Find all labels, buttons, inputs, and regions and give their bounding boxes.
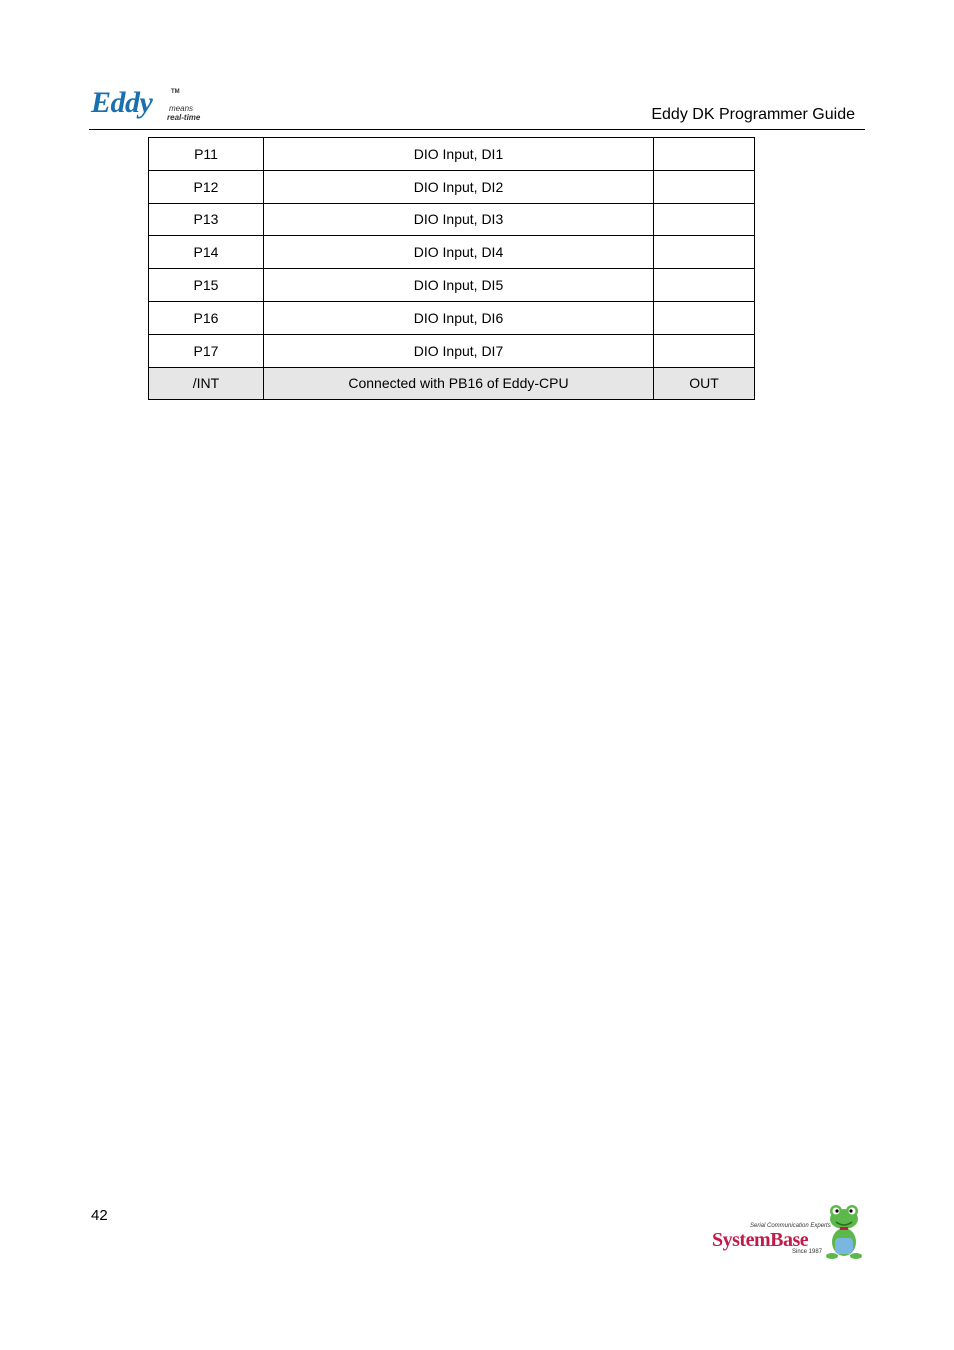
table-row — [149, 236, 755, 269]
description-cell: DIO Input, DI2 — [264, 170, 654, 203]
description-cell: DIO Input, DI6 — [264, 301, 654, 334]
table-row — [149, 334, 755, 367]
eddy-logo — [91, 86, 221, 126]
frog-mascot-icon — [824, 1202, 864, 1260]
description-cell: DIO Input, DI1 — [264, 138, 654, 171]
description-cell: DIO Input, DI3 — [264, 203, 654, 236]
direction-cell — [654, 236, 755, 269]
pin-cell: P15 — [149, 269, 264, 302]
direction-cell — [654, 203, 755, 236]
pin-cell: /INT — [149, 367, 264, 400]
direction-cell — [654, 138, 755, 171]
direction-cell — [654, 170, 755, 203]
pin-cell: P16 — [149, 301, 264, 334]
description-cell: DIO Input, DI5 — [264, 269, 654, 302]
direction-cell: OUT — [654, 367, 755, 400]
pin-cell: P11 — [149, 138, 264, 171]
description-cell: DIO Input, DI7 — [264, 334, 654, 367]
pin-cell: P17 — [149, 334, 264, 367]
logo-trademark: TM — [171, 89, 180, 95]
pin-cell: P13 — [149, 203, 264, 236]
document-title: Eddy DK Programmer Guide — [651, 106, 855, 123]
table-row — [149, 203, 755, 236]
pin-table — [148, 137, 755, 400]
pin-cell: P14 — [149, 236, 264, 269]
table-row — [149, 269, 755, 302]
direction-cell — [654, 301, 755, 334]
logo-tagline-1: means — [169, 104, 194, 113]
table-row — [149, 170, 755, 203]
table-row — [149, 301, 755, 334]
direction-cell — [654, 269, 755, 302]
brand-name: SystemBase — [712, 1229, 809, 1251]
systembase-logo — [710, 1202, 866, 1262]
description-cell: Connected with PB16 of Eddy-CPU — [264, 367, 654, 400]
page-number: 42 — [91, 1207, 108, 1224]
header-divider — [89, 129, 865, 130]
brand-since: Since 1987 — [792, 1249, 823, 1255]
table-row — [149, 367, 755, 400]
direction-cell — [654, 334, 755, 367]
description-cell: DIO Input, DI4 — [264, 236, 654, 269]
pin-cell: P12 — [149, 170, 264, 203]
table-row — [149, 138, 755, 171]
logo-tagline-2: real-time — [167, 113, 201, 122]
logo-wordmark: Eddy — [91, 86, 153, 119]
brand-tagline: Serial Communication Experts — [750, 1223, 831, 1229]
